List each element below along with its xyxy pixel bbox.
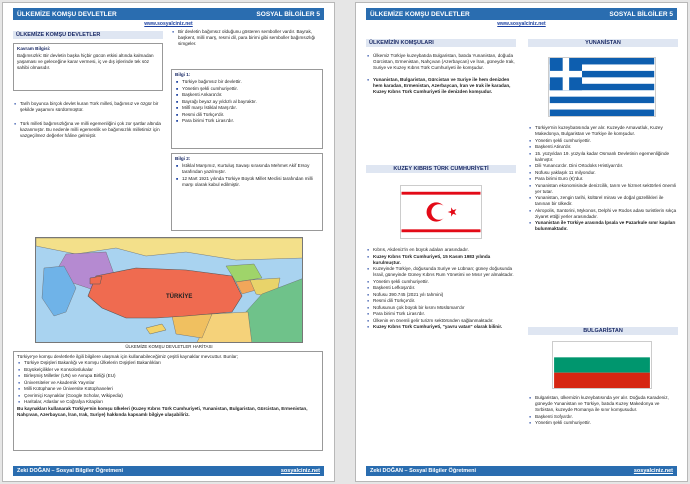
list-item: ● Yunanistan, zengin tarihi, kültürel mirası ve doğal güzellikleri ile tanınan bir ülkedir.	[528, 195, 678, 207]
map-graphic	[36, 238, 303, 343]
intro-bullets	[13, 101, 163, 140]
list-item: ● Yönetim şekli cumhuriyettir.	[528, 138, 678, 144]
list-item: ● Birleşmiş Milletler (UN) ve Avrupa Birliği (EU)	[17, 373, 319, 379]
list-item: ● Büyükelçilikler ve Konsoloslukalar	[17, 367, 319, 373]
list-item: ● Yunanistan ekonomisinde denizcilik, tarım ve hizmet sektörleri önemli yer tutar.	[528, 183, 678, 195]
greece-flag	[548, 57, 656, 117]
header-title: ÜLKEMİZE KOMŞU DEVLETLER	[17, 10, 117, 18]
list-item: ● Para birimi Euro (€)'dur.	[528, 176, 678, 182]
list-item: ● Çevrimiçi Kaynaklar (Google Scholar, Wikipedia)	[17, 393, 319, 399]
list-item: ● Kuzey Kıbrıs Türk Cumhuriyeti, "yavru vatan" olarak bilinir.	[366, 324, 516, 330]
footer-author: Zeki DOĞAN – Sosyal Bilgiler Öğretmeni	[370, 468, 477, 474]
page-footer	[13, 466, 324, 476]
symbols-bullet	[171, 29, 323, 48]
kktc-list	[366, 247, 516, 331]
list-item: ■ Millî marşı İstiklal Marşı'dır.	[175, 105, 319, 111]
list-item: ● Kuzeyinde Türkiye, doğusunda Suriye ve Lübnan; güney doğusunda İsrail, güneyinde Güney Kıbrıs Rum Yönetimi ve Mısır yer almaktadır.	[366, 266, 516, 278]
list-item: ● Nüfusu 390.745 (2021 yılı tahmini)	[366, 292, 516, 298]
list-item: ● Başkenti Atina'dır.	[528, 144, 678, 150]
page-header	[366, 8, 677, 20]
page-header	[13, 8, 324, 20]
list-item: ● Yunanistan ile Türkiye arasında İpsala ve Pazarkule sınır kapıları bulunmaktadır.	[528, 220, 678, 232]
list-item: ● Üniversiteler ve Akademik Yayınlar	[17, 380, 319, 386]
site-link[interactable]: www.sosyalciniz.net	[497, 21, 546, 27]
list-item: ● Ülkenin en önemli gelir turizm sektöründen sağlanmaktadır.	[366, 318, 516, 324]
bulgaria-list	[528, 395, 678, 427]
list-item: ● Başkenti Sofya'dır.	[528, 414, 678, 420]
list-item: ● Ülkemiz Türkiye kuzeybatıda Bulgaristan, batıda Yunanistan, doğuda Gürcistan, Ermenistan, Nahçıvan (Azerbaycan) ve İran, güneyde Irak, Suriye ve Kuzey Kıbrıs Türk Cumhuriyeti ile komşudur.	[366, 53, 516, 71]
sources-box	[13, 351, 323, 451]
right-page	[355, 2, 688, 482]
list-item: ● 15. yüzyıldan 19. yüzyıla kadar Osmanlı Devletinin egemenliğinde kalmıştır.	[528, 151, 678, 163]
list-item: ● Türkiye Dışişleri Bakanlığı ve Komşu Ülkelerin Dışişleri Bakanlıkları	[17, 360, 319, 366]
list-item: ■ Yönetim şekli cumhuriyettir.	[175, 86, 319, 92]
neighbors-title: ÜLKEMİZİN KOMŞULARI	[366, 39, 516, 47]
list-item: ● Resmi dili Türkçe'dir.	[366, 298, 516, 304]
list-item: ■ İstiklal Marşımız, Kurtuluş Savaşı sırasında Mehmet Akif Ersoy tarafından yazılmıştır.	[175, 163, 319, 175]
list-item: ■ Para birimi Türk Lirası'dır.	[175, 118, 319, 124]
list-item: ● Nüfusu yaklaşık 11 milyondur.	[528, 170, 678, 176]
bulgaria-flag	[552, 341, 652, 389]
site-link[interactable]: www.sosyalciniz.net	[144, 21, 193, 27]
list-item: ● Yönetim şekli cumhuriyettir.	[528, 420, 678, 426]
neighbors-map	[35, 237, 303, 343]
header-subject: SOSYAL BİLGİLER 5	[609, 10, 673, 18]
list-item: ■ Bayrağı beyaz ay yıldızlı al bayraktır.	[175, 99, 319, 105]
list-item: ■ Türkiye bağımsız bir devlettir.	[175, 79, 319, 85]
list-item: ● Akropolis, Santorini, Mykonos, Delphi ve Rodos adası turistlerin sıkça ziyaret ettiği yerler arasındadır.	[528, 208, 678, 220]
list-item: ● Bir devletin bağımsız olduğunu gösteren semboller vardır. Bayrak, başkent, milli marş, resmi dil, para birimi gibi semboller bağımsızlığı simgeler.	[171, 29, 323, 47]
footer-author: Zeki DOĞAN – Sosyal Bilgiler Öğretmeni	[17, 468, 124, 474]
sources-list	[17, 360, 319, 405]
list-item: ● Bulgaristan, ülkemizin kuzeybatısında yer alır. Doğuda Karadeniz, güneyde Yunanistan ve Türkiye, batıda Kuzey Makedonya ve Sırbistan, kuzeyde Romanya ile sınır komşusudur.	[528, 395, 678, 413]
info2-title: Bilgi 2:	[175, 156, 191, 161]
list-item: ■ Başkenti Ankara'dır.	[175, 92, 319, 98]
definition-title: Kavram Bilgisi:	[17, 46, 51, 51]
list-item: ● Yunanistan, Bulgaristan, Gürcistan ve Suriye ile hem denizden hem karadan, Ermenistan, Azerbaycan, İran ve Irak ile karadan, Kuzey Kıbrıs Türk Cumhuriyeti ile denizden komşudur.	[366, 77, 516, 95]
list-item: ● Nüfusunun çok büyük bir kısmı Müslüman'dır	[366, 305, 516, 311]
list-item: ● Türkiye'nin kuzeybatısında yer alır. Kuzeyde Arnavutluk, Kuzey Makedonya, Bulgaristan ve Türkiye ile komşudur.	[528, 125, 678, 137]
list-item: ● Para birimi Türk Lirası'dır.	[366, 311, 516, 317]
list-item: ● Milli Kütüphane ve Üniversite Kütüphaneleri	[17, 386, 319, 392]
list-item: ● Dili Yunanca'dır. Dini Ortodoks Hristiyan'dır.	[528, 163, 678, 169]
list-item: ● Yönetim şekli cumhuriyettir.	[366, 279, 516, 285]
list-item: ● Kıbrıs, Akdeniz'in en büyük adaları arasındadır.	[366, 247, 516, 253]
bulgaria-title: BULGARİSTAN	[528, 327, 678, 335]
info1-title: Bilgi 1:	[175, 72, 191, 77]
page-footer	[366, 466, 677, 476]
sources-outro: Bu kaynakları kullanarak Türkiye'nin komşu ülkeleri (Kuzey Kıbrıs Türk Cumhuriyeti, Yunanistan, Bulgaristan, Gürcistan, Ermenistan, Nahçıvan, Azerbaycan, İran, Irak, Suriye) hakkında kapsamlı bilgiye ulaşabiliriz.	[17, 405, 308, 417]
header-title: ÜLKEMİZE KOMŞU DEVLETLER	[370, 10, 470, 18]
list-item: ● Haritalar, Atlaslar ve Coğrafya Kitapları	[17, 399, 319, 405]
list-item: ■ 12 Mart 1921 yılında Türkiye Büyük Millet Meclisi tarafından milli marşı olarak kabul edilmiştir.	[175, 176, 319, 188]
info-box-1	[171, 69, 323, 149]
list-item: ■ Resmi dili Türkçe'dir.	[175, 112, 319, 118]
neighbors-list	[366, 53, 516, 96]
header-subject: SOSYAL BİLGİLER 5	[256, 10, 320, 18]
section-title: ÜLKEMİZE KOMŞU DEVLETLER	[13, 31, 163, 39]
list-item: ● Tarih boyunca birçok devlet kuran Türk milleti, bağımsız ve özgür bir şekilde yaşamını sürdürmüştür.	[13, 101, 163, 113]
info-box-2	[171, 153, 323, 231]
list-item: ● Kuzey Kıbrıs Türk Cumhuriyeti, 15 Kasım 1983 yılında kurulmuştur.	[366, 254, 516, 266]
kktc-flag	[400, 185, 482, 239]
definition-box	[13, 43, 163, 91]
footer-site-link[interactable]: sosyalciniz.net	[280, 468, 320, 474]
greece-title: YUNANİSTAN	[528, 39, 678, 47]
definition-text: Bağımsızlık: Bir devletin başka hiçbir gücün etkisi altında kalmadan yaşaması ve geleceğine karar vermesi, iç ve dış işlerinde tek söz sahibi olmasıdır.	[17, 53, 154, 70]
map-label-turkiye: TÜRKİYE	[166, 294, 193, 300]
info1-list	[175, 79, 319, 124]
left-page	[2, 2, 335, 482]
info2-list	[175, 163, 319, 188]
map-caption: ÜLKEMİZE KOMŞU DEVLETLER HARİTASI	[125, 344, 213, 349]
kktc-title: KUZEY KIBRIS TÜRK CUMHURİYETİ	[366, 165, 516, 173]
greece-list	[528, 125, 678, 233]
sources-intro: Türkiye'ye komşu devletlerle ilgili bilgilere ulaşmak için kullanabileceğimiz çeşitli kaynaklar mevcuttur. Bunlar;	[17, 354, 238, 359]
list-item: ● Türk milleti bağımsızlığına ve milli egemenliğini çok zor şartlar altında kazanmıştır. Bu nedenle milli egemenlik ve bağımsızlık milletimiz için vazgeçilmez değerler hâline gelmiştir.	[13, 121, 163, 139]
list-item: ● Başkenti Lefkoşa'dır.	[366, 285, 516, 291]
footer-site-link[interactable]: sosyalciniz.net	[633, 468, 673, 474]
